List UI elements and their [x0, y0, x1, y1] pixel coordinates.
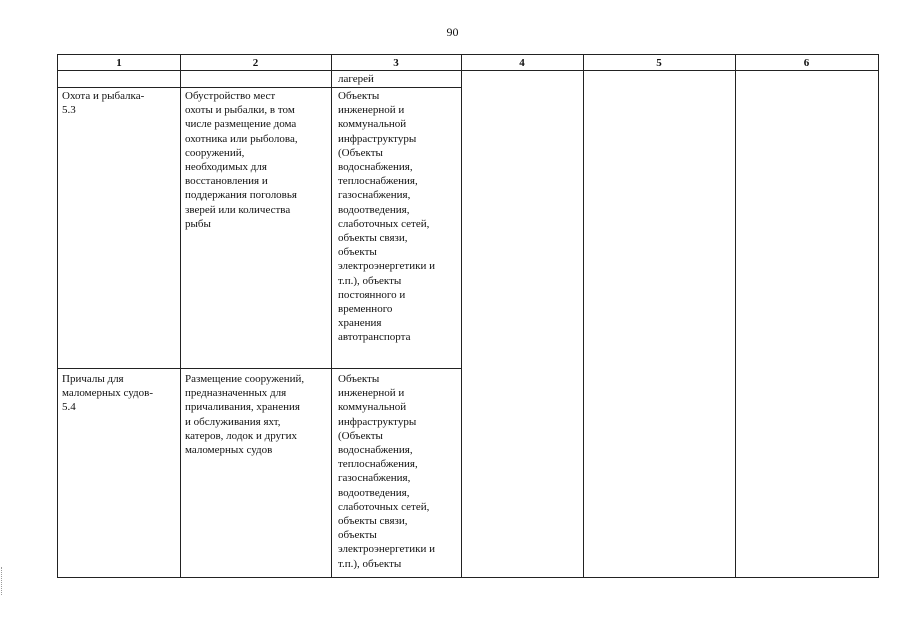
regulation-table: [57, 54, 879, 578]
column-divider: [461, 55, 462, 577]
header-col-1: 1: [116, 57, 122, 69]
header-col-5: 5: [656, 57, 662, 69]
column-divider: [583, 55, 584, 577]
row-divider: [58, 87, 461, 88]
row-hunting-col2: Обустройство мест охоты и рыбалки, в том числе размещение дома охотника или рыболова, сооружений, необходимых для восстановления и поддержания поголовья зверей или количества рыбы: [185, 90, 298, 230]
row-moorings-col3: Объекты инженерной и коммунальной инфраструктуры (Объекты водоснабжения, теплоснабжения, газоснабжения, водоотведения, слаботочных сетей, объекты связи, объекты электроэнергетики и т.п.), объекты: [338, 373, 435, 570]
row-moorings-col2: Размещение сооружений, предназначенных для причаливания, хранения и обслуживания яхт, катеров, лодок и других маломерных судов: [185, 373, 305, 457]
row-hunting-col3: Объекты инженерной и коммунальной инфраструктуры (Объекты водоснабжения, теплоснабжения, газоснабжения, водоотведения, слаботочных сетей, объекты связи, объекты электроэнергетики и т.п.), объекты постоянного и временного хранения автотранспорта: [338, 90, 435, 344]
row-moorings-col1: Причалы для маломерных судов- 5.4: [62, 373, 154, 414]
header-col-2: 2: [252, 57, 259, 69]
column-divider: [180, 55, 181, 577]
header-col-6: 6: [803, 57, 810, 69]
carryover-cell-col3: лагерей: [338, 73, 374, 85]
page-number: 90: [446, 25, 459, 39]
header-col-3: 3: [393, 57, 399, 69]
scan-margin-mark: [1, 567, 5, 595]
header-col-4: 4: [519, 57, 525, 69]
row-hunting-col1: Охота и рыбалка- 5.3: [62, 90, 145, 117]
column-divider: [331, 55, 332, 577]
column-divider: [735, 55, 736, 577]
row-divider: [58, 368, 461, 369]
header-divider: [58, 70, 878, 71]
